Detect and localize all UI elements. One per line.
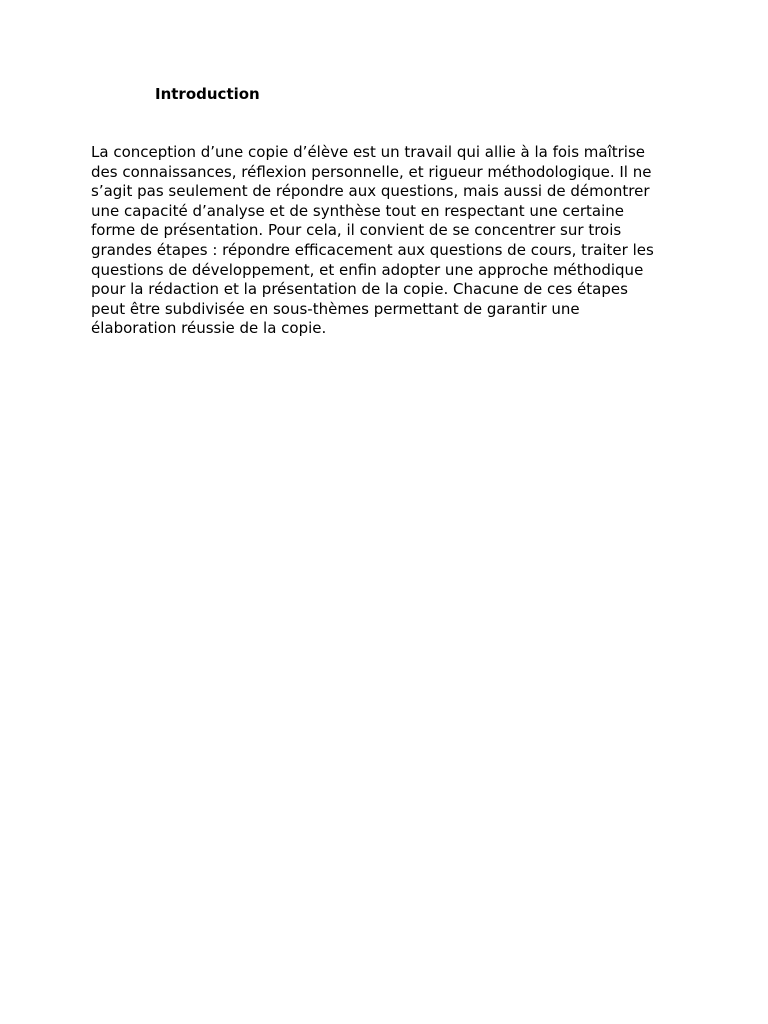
paragraph-line: des connaissances, réflexion personnelle, et rigueur méthodologique. Il ne [91, 162, 652, 181]
intro-paragraph [91, 143, 691, 339]
paragraph-line: pour la rédaction et la présentation de la copie. Chacune de ces étapes [91, 280, 628, 299]
paragraph-line: forme de présentation. Pour cela, il convient de se concentrer sur trois [91, 221, 622, 240]
paragraph-line: une capacité d’analyse et de synthèse tout en respectant une certaine [91, 201, 624, 220]
paragraph-line: peut être subdivisée en sous-thèmes permettant de garantir une [91, 299, 580, 318]
paragraph-line: La conception d’une copie d’élève est un travail qui allie à la fois maîtrise [91, 143, 646, 161]
paragraph-line: questions de développement, et enfin adopter une approche méthodique [91, 260, 644, 279]
paragraph-line: grandes étapes : répondre efficacement aux questions de cours, traiter les [91, 240, 654, 259]
paragraph-line: élaboration réussie de la copie. [91, 319, 327, 338]
section-heading: Introduction [155, 85, 260, 103]
paragraph-line: s’agit pas seulement de répondre aux questions, mais aussi de démontrer [91, 182, 650, 201]
